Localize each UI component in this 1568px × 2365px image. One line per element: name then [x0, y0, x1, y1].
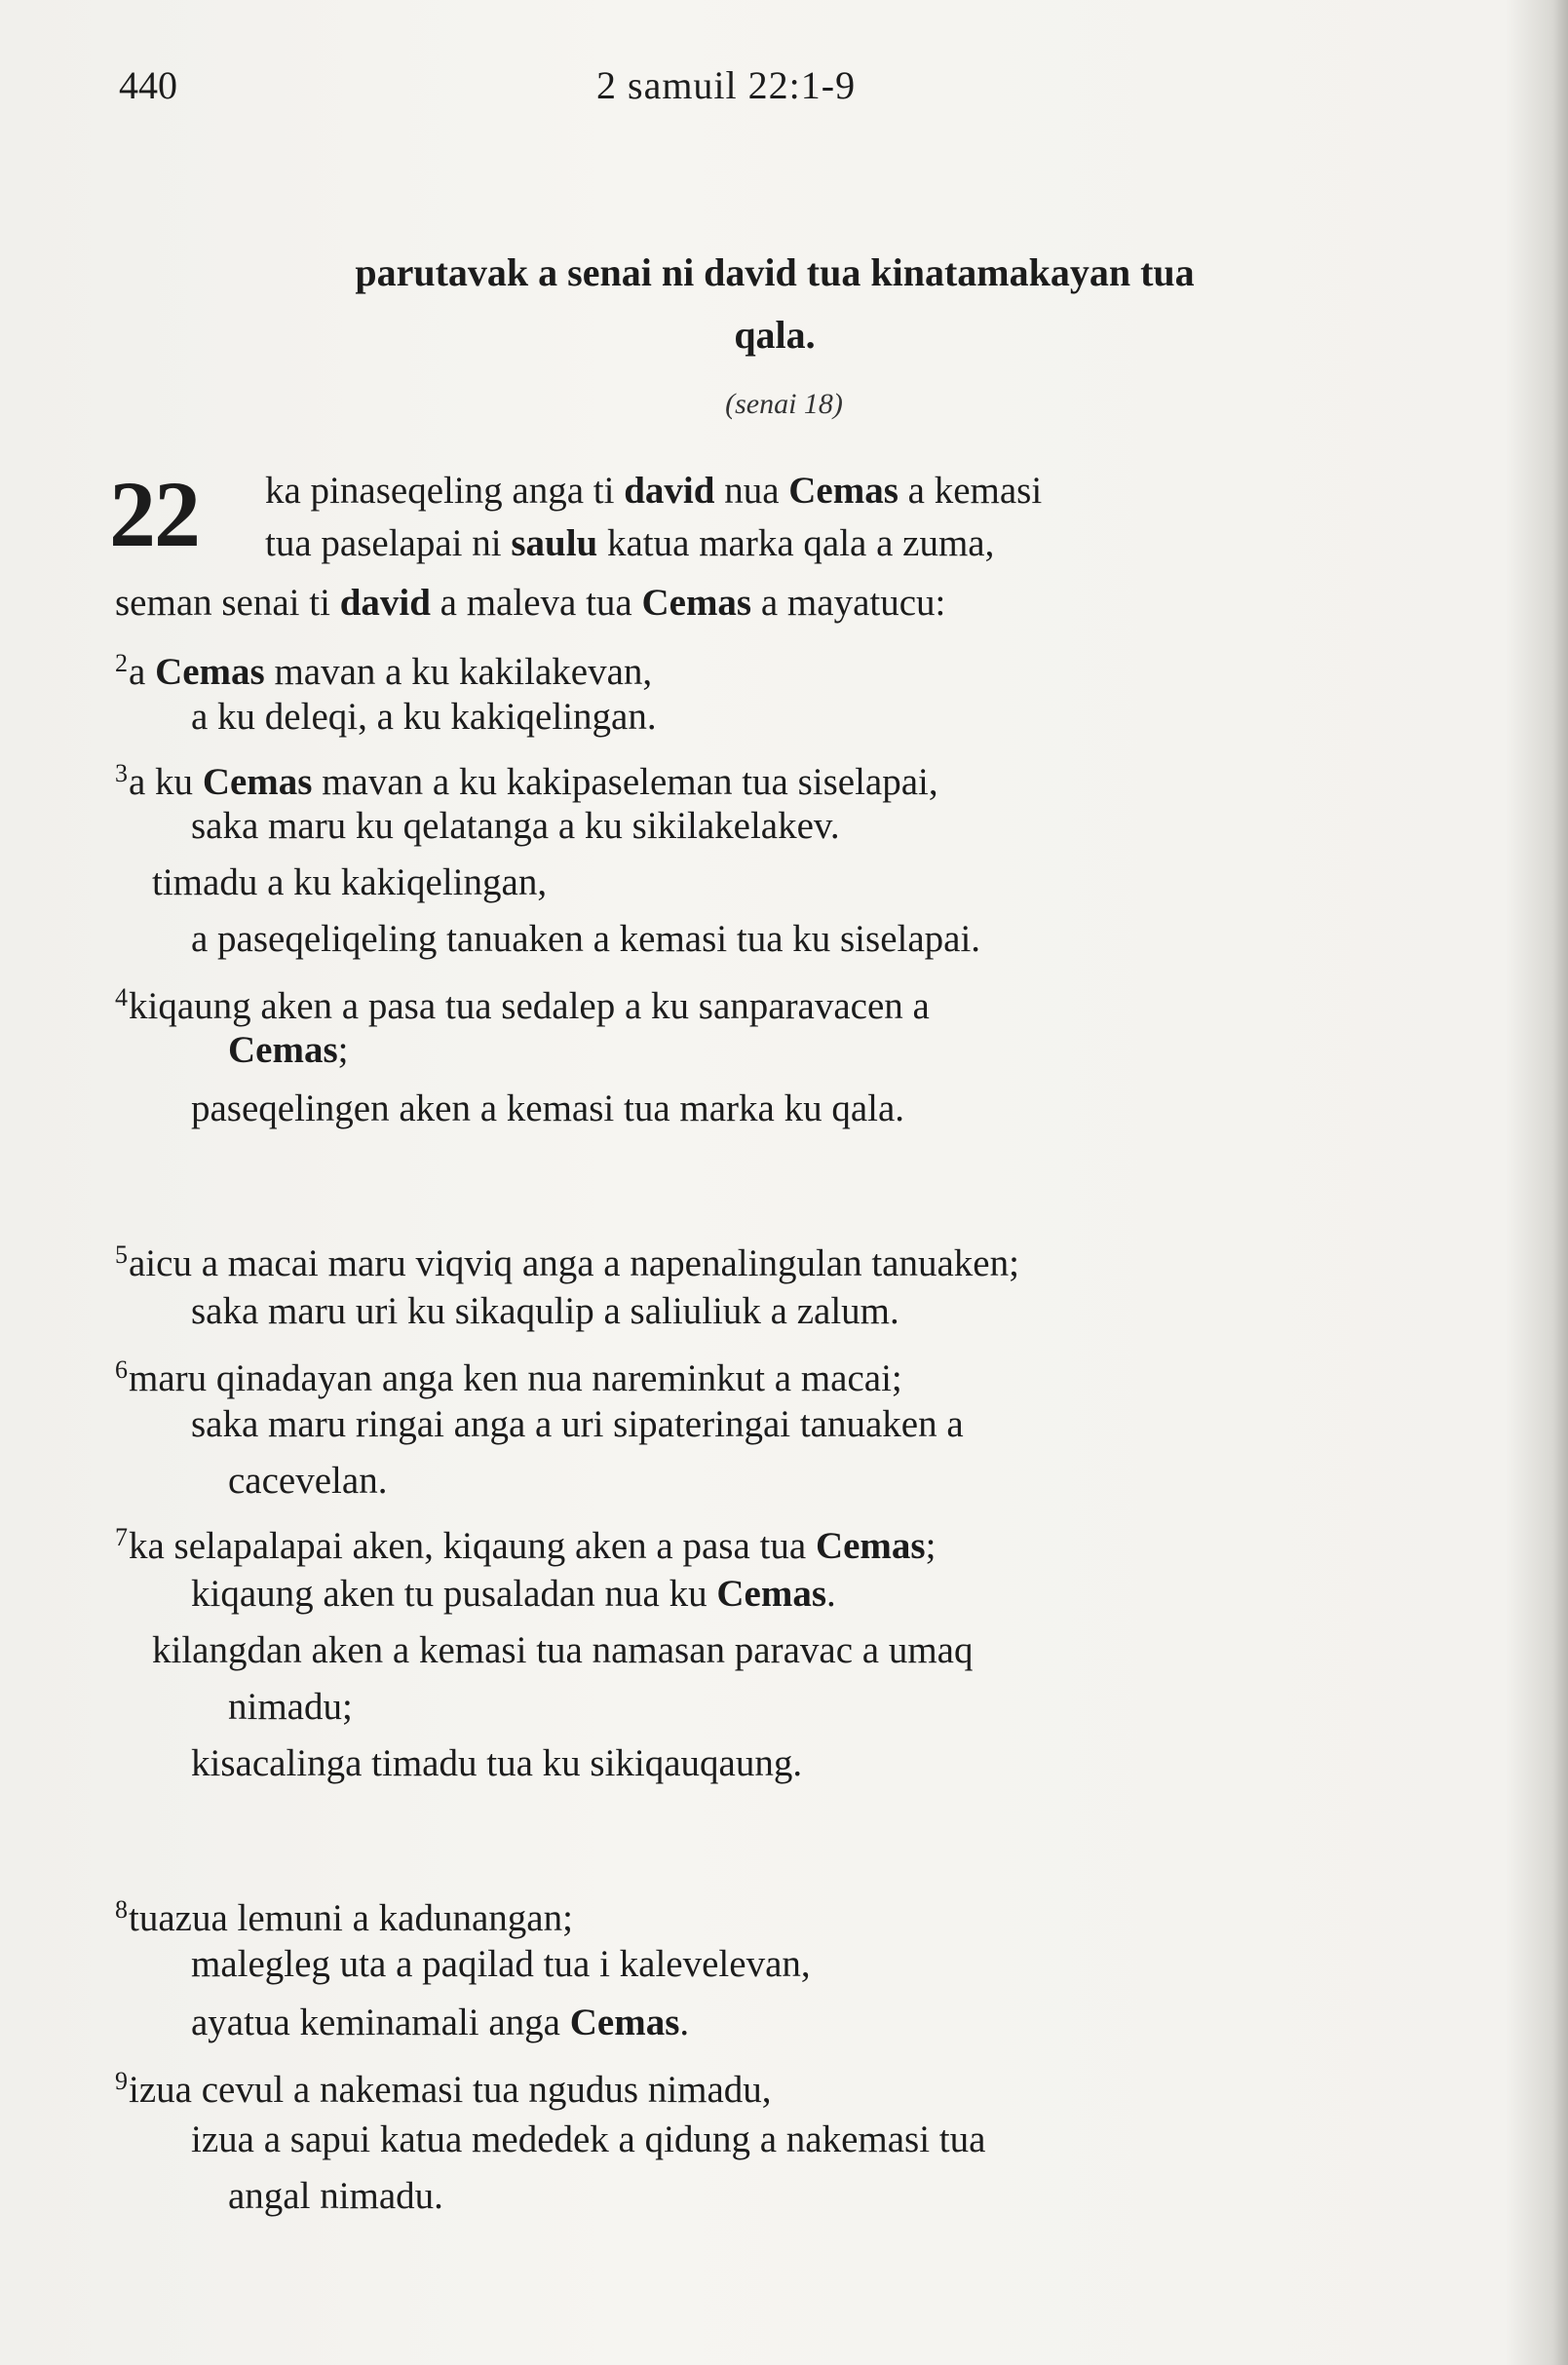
verse-number: 6 — [115, 1355, 128, 1384]
emphasis: Cemas — [716, 1573, 826, 1615]
heading-line: parutavak a senai ni david tua kinatamakayan tua — [355, 250, 1195, 294]
verse-line: kisacalinga timadu tua ku sikiqauqaung. — [191, 1742, 803, 1784]
emphasis: Cemas — [569, 2002, 680, 2043]
emphasis: Cemas — [788, 470, 899, 512]
emphasis: Cemas — [155, 651, 265, 693]
verse-line: kilangdan aken a kemasi tua namasan paravac a umaq — [152, 1629, 974, 1671]
verse-number: 3 — [115, 759, 128, 787]
verse-line: $^6$maru qinadayan anga ken nua nareminkut a macai; — [115, 1355, 902, 1399]
parallel-reference: (senai 18) — [725, 388, 843, 420]
verse-line: $^2$a Cemas mavan a ku kakilakevan, — [115, 649, 653, 693]
page-number: 440 — [119, 63, 177, 107]
verse-line: $^9$izua cevul a nakemasi tua ngudus nimadu, — [115, 2067, 772, 2111]
verse-line: izua a sapui katua mededek a qidung a nakemasi tua — [191, 2118, 986, 2160]
heading-line: qala. — [734, 313, 816, 357]
verse-line: $^5$aicu a macai maru viqviq anga a napenalingulan tanuaken; — [115, 1240, 1019, 1284]
verse-line: $^7$ka selapalapai aken, kiqaung aken a pasa tua Cemas; — [115, 1523, 937, 1567]
verse-line: a ku deleqi, a ku kakiqelingan. — [191, 696, 657, 738]
intro-line: ka pinaseqeling anga ti david nua Cemas a kemasi — [265, 470, 1043, 512]
verse-number: 8 — [115, 1895, 128, 1924]
emphasis: david — [339, 582, 431, 624]
verse-line: $^4$kiqaung aken a pasa tua sedalep a ku sanparavacen a — [115, 983, 930, 1027]
verse-line: malegleg uta a paqilad tua i kalevelevan, — [191, 1943, 811, 1985]
verse-line: Cemas; — [228, 1029, 349, 1071]
verse-number: 4 — [115, 983, 128, 1011]
verse-line: angal nimadu. — [228, 2175, 443, 2217]
verse-number: 2 — [115, 649, 128, 677]
section-heading — [156, 242, 1394, 366]
intro-line: seman senai ti david a maleva tua Cemas a mayatucu: — [115, 582, 946, 624]
verse-number: 9 — [115, 2067, 128, 2095]
chapter-number: 22 — [109, 462, 199, 566]
verse-line: $^8$tuazua lemuni a kadunangan; — [115, 1895, 573, 1939]
verse-line: saka maru ringai anga a uri sipateringai tanuaken a — [191, 1403, 964, 1445]
verse-line: kiqaung aken tu pusaladan nua ku Cemas. — [191, 1573, 836, 1615]
emphasis: Cemas — [815, 1525, 926, 1567]
verse-line: a paseqeliqeling tanuaken a kemasi tua ku siselapai. — [191, 918, 981, 960]
verse-line: paseqelingen aken a kemasi tua marka ku qala. — [191, 1087, 905, 1129]
verse-number: 7 — [115, 1523, 128, 1551]
intro-line: tua paselapai ni saulu katua marka qala a zuma, — [265, 522, 995, 564]
verse-number: 5 — [115, 1240, 128, 1269]
verse-line: nimadu; — [228, 1686, 353, 1728]
verse-line: $^3$a ku Cemas mavan a ku kakipaseleman tua siselapai, — [115, 759, 938, 803]
verse-line: cacevelan. — [228, 1460, 388, 1502]
emphasis: saulu — [511, 522, 598, 564]
emphasis: Cemas — [228, 1029, 338, 1071]
emphasis: david — [624, 470, 715, 512]
emphasis: Cemas — [641, 582, 752, 624]
verse-line: saka maru uri ku sikaqulip a saliuliuk a zalum. — [191, 1290, 899, 1332]
verse-line: timadu a ku kakiqelingan, — [152, 861, 548, 903]
running-title: 2 samuil 22:1-9 — [596, 63, 857, 107]
verse-line: saka maru ku qelatanga a ku sikilakelakev. — [191, 805, 840, 847]
verse-line: ayatua keminamali anga Cemas. — [191, 2002, 690, 2043]
emphasis: Cemas — [202, 761, 313, 803]
running-head — [119, 62, 1434, 121]
